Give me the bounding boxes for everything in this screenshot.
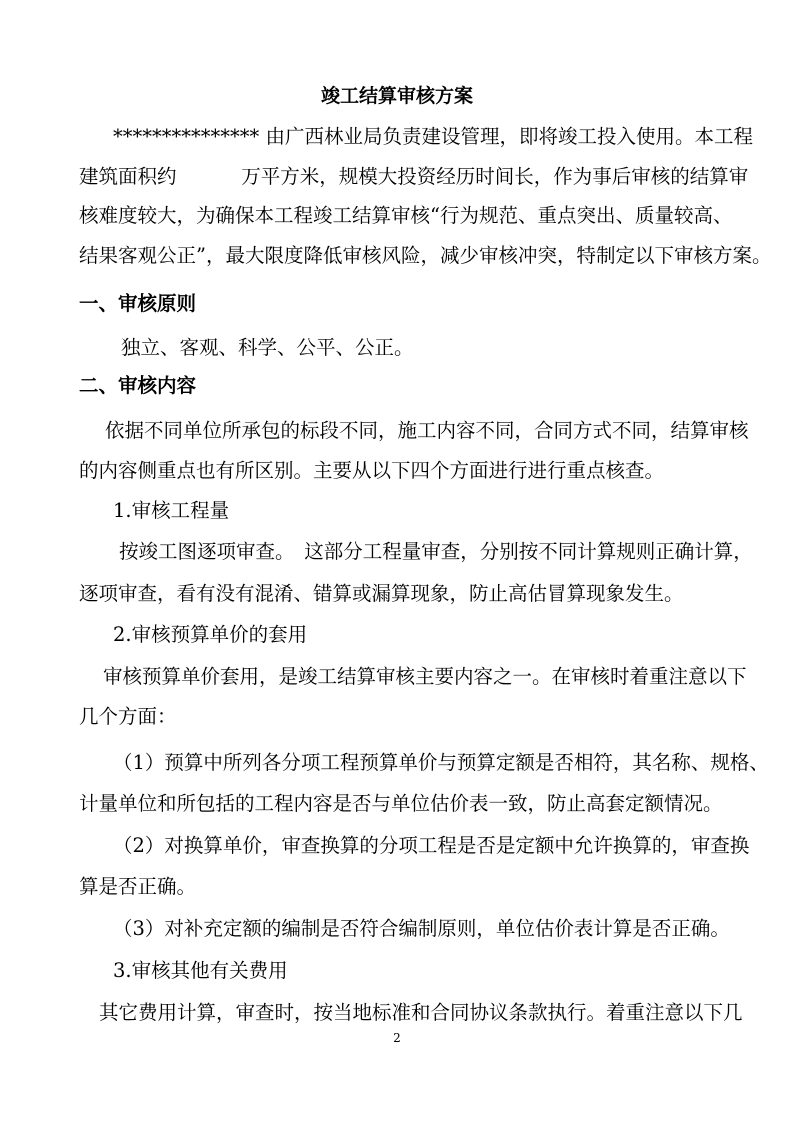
paragraph-line: （1）预算中所列各分项工程预算单价与预算定额是否相符，其名称、规格、 (113, 751, 769, 774)
paragraph-line: 审核预算单价套用，是竣工结算审核主要内容之一。在审核时着重注意以下 (103, 665, 747, 688)
paragraph-line: 计量单位和所包括的工程内容是否与单位估价表一致，防止高套定额情况。 (79, 792, 723, 815)
subheading-other-fees: 3.审核其他有关费用 (113, 959, 288, 982)
page-number: 2 (393, 1031, 401, 1045)
paragraph-line: 建筑面积约 万平方米，规模大投资经历时间长，作为事后审核的结算审 (79, 165, 749, 188)
paragraph-line: 核难度较大，为确保本工程竣工结算审核“行为规范、重点突出、质量较高、 (79, 204, 733, 227)
paragraph-line: 独立、客观、科学、公平、公正。 (121, 336, 414, 359)
paragraph-line: 几个方面： (79, 705, 177, 728)
paragraph-line: 结果客观公正”，最大限度降低审核风险，减少审核冲突，特制定以下审核方案。 (79, 244, 772, 267)
document-title: 竣工结算审核方案 (320, 85, 473, 107)
section-heading-content: 二、审核内容 (79, 374, 197, 397)
paragraph-line: 依据不同单位所承包的标段不同，施工内容不同，合同方式不同，结算审核 (105, 419, 749, 442)
paragraph-line: 逐项审查，看有没有混淆、错算或漏算现象，防止高估冒算现象发生。 (79, 582, 684, 605)
paragraph-line: *************** 由广西林业局负责建设管理，即将竣工投入使用。本工程 (113, 125, 753, 148)
section-heading-principles: 一、审核原则 (79, 292, 197, 315)
paragraph-line: （2）对换算单价，审查换算的分项工程是否是定额中允许换算的，审查换 (113, 834, 750, 857)
paragraph-line: 按竣工图逐项审查。 这部分工程量审查，分别按不同计算规则正确计算， (119, 540, 753, 563)
subheading-quantity: 1.审核工程量 (113, 499, 230, 522)
subheading-unit-price: 2.审核预算单价的套用 (113, 623, 308, 646)
paragraph-line: 的内容侧重点也有所区别。主要从以下四个方面进行进行重点核查。 (79, 459, 665, 482)
paragraph-line: （3）对补充定额的编制是否符合编制原则，单位估价表计算是否正确。 (113, 917, 730, 940)
paragraph-line: 算是否正确。 (79, 875, 197, 898)
paragraph-line: 其它费用计算，审查时，按当地标准和合同协议条款执行。着重注意以下几 (99, 1001, 743, 1024)
